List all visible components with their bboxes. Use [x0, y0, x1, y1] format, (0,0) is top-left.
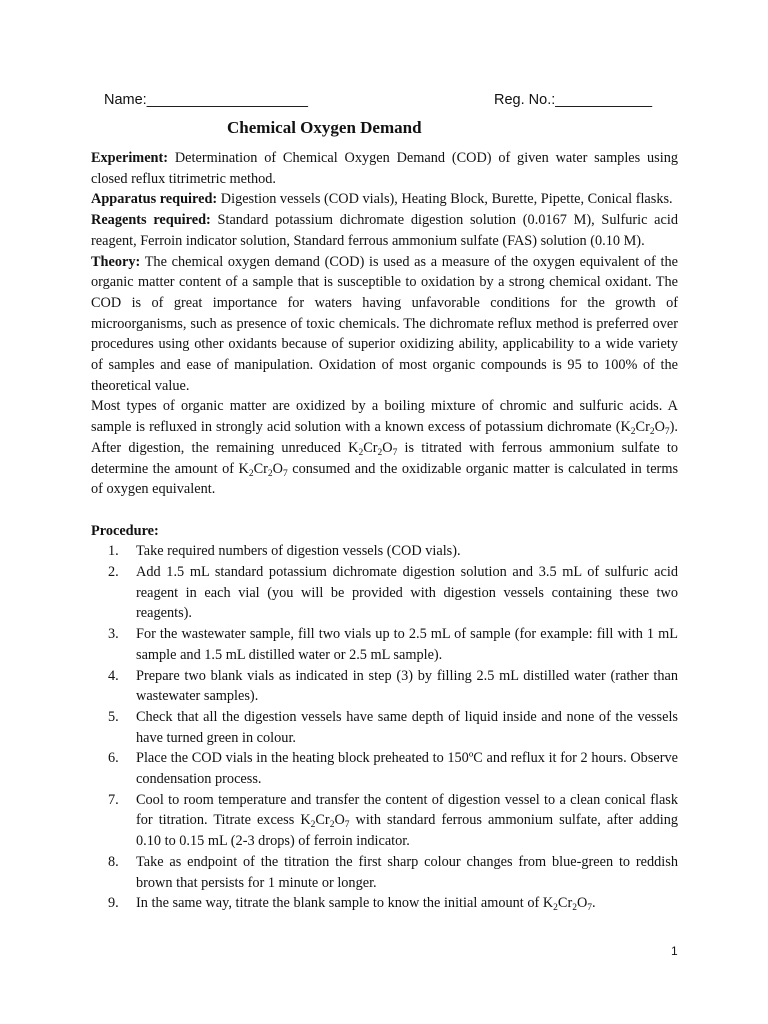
procedure-step: 6. Place the COD vials in the heating block preheated to 150ºC and reflux it for 2 hours. Observe condensation process. — [108, 750, 678, 788]
dichromate-formula: $K_2Cr_2O_7$ — [620, 419, 670, 438]
procedure-list — [91, 541, 678, 914]
reagents-label: Reagents required: — [91, 212, 211, 229]
apparatus-paragraph — [91, 189, 678, 210]
name-field-label: Name:____________________ — [104, 92, 308, 108]
experiment-label: Experiment: — [91, 150, 169, 166]
page-number: 1 — [671, 944, 678, 958]
experiment-paragraph — [91, 148, 678, 189]
experiment-text: Determination of Chemical Oxygen Demand (COD) of given water samples using closed reflux titrimetric method. — [91, 150, 678, 187]
dichromate-formula: $K_2Cr_2O_7$ — [238, 460, 288, 479]
reagents-text: Standard potassium dichromate digestion solution (0.0167 M), Sulfuric acid reagent, Ferroin indicator solution, Standard ferrous ammonium sulfate (FAS) solution (0.10 M). — [91, 212, 678, 249]
theory-paragraph — [91, 252, 678, 397]
step-number: 1. — [108, 543, 119, 560]
procedure-label: Procedure: — [91, 522, 159, 539]
reagents-paragraph — [91, 210, 678, 251]
step-number: 5. — [108, 708, 119, 725]
apparatus-label: Apparatus required: — [91, 191, 218, 208]
procedure-step: 5. Check that all the digestion vessels have same depth of liquid inside and none of the vessels have turned green in colour. — [108, 708, 678, 746]
step-number: 3. — [108, 626, 119, 643]
reg-no-field-label: Reg. No.:____________ — [494, 92, 653, 108]
procedure-step: 1. Take required numbers of digestion vessels (COD vials). — [91, 541, 678, 562]
dichromate-formula: $K_2Cr_2O_7$ — [300, 812, 350, 831]
step-number: 8. — [108, 853, 119, 870]
theory-label: Theory: — [91, 253, 141, 270]
procedure-step: 8. Take as endpoint of the titration the first sharp colour changes from blue-green to reddish brown that persists for 1 minute or longer. — [108, 853, 678, 891]
dichromate-formula: $K_2Cr_2O_7$ — [542, 895, 593, 914]
procedure-step: 7. Cool to room temperature and transfer the content of digestion vessel to a clean conical flask for titration. Titrate excess $K_2Cr_2O_7$ with standard ferrous ammonium sulfate, after adding 0.10 to 0.15 mL (2-3 drops) of ferroin indicator. — [108, 791, 679, 850]
procedure-step: 3. For the wastewater sample, fill two vials up to 2.5 mL of sample (for example: fill with 1 mL sample and 1.5 mL distilled water or 2.5 mL sample). — [108, 626, 678, 663]
theory-paragraph-2: Most types of organic matter are oxidized by a boiling mixture of chromic and sulfuric acids. A sample is refluxed in strongly acid solution with a known excess of potassium dichromate $(K_2Cr_2O_7)$. After digestion, the remaining unreduced $K_2Cr_2O_7$ is titrated with ferrous ammonium sulfate to determine the amount of $K_2Cr_2O_7$ consumed and the oxidizable organic matter is calculated in terms of oxygen equivalent. — [91, 398, 679, 498]
step-number: 9. — [108, 895, 119, 912]
procedure-heading-line — [91, 521, 678, 542]
step-number: 6. — [108, 750, 119, 767]
dichromate-formula: $K_2Cr_2O_7$ — [348, 439, 398, 458]
document-body — [91, 148, 678, 914]
step-number: 4. — [108, 667, 119, 684]
procedure-step: 2. Add 1.5 mL standard potassium dichromate digestion solution and 3.5 mL of sulfuric acid reagent in each vial (you will be provided with digestion vessels containing these two reagents). — [108, 564, 678, 622]
step-number: 7. — [108, 791, 119, 808]
step-number: 2. — [108, 564, 119, 581]
page-title: Chemical Oxygen Demand — [227, 118, 422, 137]
procedure-step: 9. In the same way, titrate the blank sample to know the initial amount of $K_2Cr_2O_7$. — [108, 895, 596, 914]
theory-text: The chemical oxygen demand (COD) is used as a measure of the oxygen equivalent of the organic matter content of a sample that is susceptible to oxidation by a strong chemical oxidant. The COD is of great importance for waters having unfavorable conditions for the growth of microorganisms, such as presence of toxic chemicals. The dichromate reflux method is preferred over procedures using other oxidants because of superior oxidizing ability, applicability to a wide variety of samples and ease of manipulation. Oxidation of most organic compounds is 95 to 100% of the theoretical value. — [91, 253, 678, 394]
procedure-step: 4. Prepare two blank vials as indicated in step (3) by filling 2.5 mL distilled water (rather than wastewater samples). — [108, 667, 678, 705]
apparatus-text: Digestion vessels (COD vials), Heating Block, Burette, Pipette, Conical flasks. — [220, 191, 673, 208]
